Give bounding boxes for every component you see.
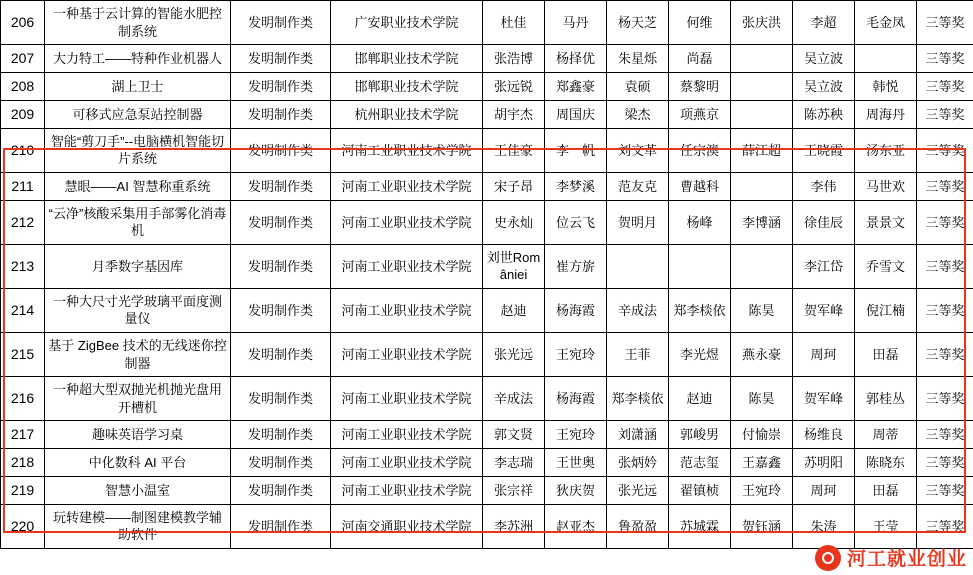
cell-org: 河南工业职业技术学院 xyxy=(331,200,483,244)
cell-member-4: 尚磊 xyxy=(669,45,731,73)
cell-no: 215 xyxy=(1,333,45,377)
cell-member-5: 陈昊 xyxy=(731,377,793,421)
cell-category: 发明制作类 xyxy=(231,421,331,449)
cell-title: 大力特工——特种作业机器人 xyxy=(45,45,231,73)
cell-member-5: 燕永豪 xyxy=(731,333,793,377)
cell-member-3: 梁杰 xyxy=(607,100,669,128)
cell-prize: 三等奖 xyxy=(917,377,973,421)
cell-member-6: 周珂 xyxy=(793,477,855,505)
cell-member-4: 曹越科 xyxy=(669,172,731,200)
cell-member-1: 赵迪 xyxy=(483,288,545,332)
cell-member-1: 张宗祥 xyxy=(483,477,545,505)
cell-member-2: 杨择优 xyxy=(545,45,607,73)
cell-no: 210 xyxy=(1,128,45,172)
cell-no: 212 xyxy=(1,200,45,244)
cell-member-6: 苏明阳 xyxy=(793,449,855,477)
cell-org: 河南工业职业技术学院 xyxy=(331,288,483,332)
cell-org: 河南工业职业技术学院 xyxy=(331,244,483,288)
cell-member-1: 李苏洲 xyxy=(483,504,545,548)
cell-category: 发明制作类 xyxy=(231,377,331,421)
cell-member-4: 何维 xyxy=(669,1,731,45)
cell-title: 智慧小温室 xyxy=(45,477,231,505)
cell-prize: 三等奖 xyxy=(917,477,973,505)
cell-no: 207 xyxy=(1,45,45,73)
cell-member-7: 马世欢 xyxy=(855,172,917,200)
cell-member-7: 倪江楠 xyxy=(855,288,917,332)
cell-category: 发明制作类 xyxy=(231,100,331,128)
cell-category: 发明制作类 xyxy=(231,200,331,244)
cell-member-7: 韩悦 xyxy=(855,72,917,100)
cell-member-5 xyxy=(731,72,793,100)
cell-member-2: 郑鑫豪 xyxy=(545,72,607,100)
cell-no: 213 xyxy=(1,244,45,288)
cell-category: 发明制作类 xyxy=(231,333,331,377)
cell-title: 一种超大型双抛光机抛光盘用开槽机 xyxy=(45,377,231,421)
cell-title: 月季数字基因库 xyxy=(45,244,231,288)
cell-no: 216 xyxy=(1,377,45,421)
cell-prize: 三等奖 xyxy=(917,504,973,548)
cell-title: 一种大尺寸光学玻璃平面度测量仪 xyxy=(45,288,231,332)
cell-member-4: 郭峻男 xyxy=(669,421,731,449)
cell-member-3: 杨天芝 xyxy=(607,1,669,45)
cell-member-3: 刘潇涵 xyxy=(607,421,669,449)
table-row xyxy=(1,504,973,548)
cell-member-7: 景景文 xyxy=(855,200,917,244)
cell-member-3: 刘文革 xyxy=(607,128,669,172)
cell-member-3: 辛成法 xyxy=(607,288,669,332)
watermark-text: 河工就业创业 xyxy=(846,549,967,570)
cell-no: 211 xyxy=(1,172,45,200)
cell-prize: 三等奖 xyxy=(917,172,973,200)
cell-member-1: 宋子昂 xyxy=(483,172,545,200)
cell-no: 214 xyxy=(1,288,45,332)
cell-member-5 xyxy=(731,100,793,128)
cell-member-2: 李一帆 xyxy=(545,128,607,172)
table-row xyxy=(1,333,973,377)
cell-prize: 三等奖 xyxy=(917,128,973,172)
cell-member-1: 胡宇杰 xyxy=(483,100,545,128)
cell-title: 基于 ZigBee 技术的无线迷你控制器 xyxy=(45,333,231,377)
cell-category: 发明制作类 xyxy=(231,128,331,172)
awards-table-body xyxy=(1,1,973,549)
cell-member-5: 陈昊 xyxy=(731,288,793,332)
cell-member-2: 王世奥 xyxy=(545,449,607,477)
table-row xyxy=(1,172,973,200)
cell-org: 河南工业职业技术学院 xyxy=(331,477,483,505)
table-row xyxy=(1,449,973,477)
cell-member-7: 王莹 xyxy=(855,504,917,548)
cell-member-1: 杜佳 xyxy=(483,1,545,45)
cell-member-3: 袁硕 xyxy=(607,72,669,100)
cell-org: 杭州职业技术学院 xyxy=(331,100,483,128)
cell-prize: 三等奖 xyxy=(917,1,973,45)
cell-member-4: 翟镇桢 xyxy=(669,477,731,505)
cell-member-2: 李梦溪 xyxy=(545,172,607,200)
cell-title: 趣味英语学习桌 xyxy=(45,421,231,449)
table-row xyxy=(1,100,973,128)
cell-title: 智能“剪刀手”--电脑横机智能切片系统 xyxy=(45,128,231,172)
cell-prize: 三等奖 xyxy=(917,244,973,288)
cell-member-3 xyxy=(607,244,669,288)
cell-member-7: 毛金凤 xyxy=(855,1,917,45)
cell-category: 发明制作类 xyxy=(231,504,331,548)
cell-member-2: 崔方旂 xyxy=(545,244,607,288)
cell-member-6: 贺军峰 xyxy=(793,288,855,332)
table-row xyxy=(1,477,973,505)
cell-member-6: 陈苏秧 xyxy=(793,100,855,128)
cell-member-5 xyxy=(731,244,793,288)
cell-title: 一种基于云计算的智能水肥控制系统 xyxy=(45,1,231,45)
cell-member-4: 蔡黎明 xyxy=(669,72,731,100)
cell-org: 河南工业职业技术学院 xyxy=(331,333,483,377)
cell-member-2: 位云飞 xyxy=(545,200,607,244)
cell-prize: 三等奖 xyxy=(917,200,973,244)
cell-prize: 三等奖 xyxy=(917,288,973,332)
cell-prize: 三等奖 xyxy=(917,333,973,377)
cell-member-3: 郑李棪依 xyxy=(607,377,669,421)
cell-member-5: 张庆洪 xyxy=(731,1,793,45)
cell-member-7: 郭桂丛 xyxy=(855,377,917,421)
cell-member-5 xyxy=(731,45,793,73)
cell-member-2: 周国庆 xyxy=(545,100,607,128)
cell-prize: 三等奖 xyxy=(917,421,973,449)
table-row xyxy=(1,377,973,421)
cell-member-6: 吴立波 xyxy=(793,72,855,100)
table-row xyxy=(1,72,973,100)
cell-no: 220 xyxy=(1,504,45,548)
cell-category: 发明制作类 xyxy=(231,72,331,100)
cell-member-5: 薛江超 xyxy=(731,128,793,172)
cell-member-2: 王宛玲 xyxy=(545,333,607,377)
cell-member-7: 田磊 xyxy=(855,333,917,377)
cell-member-4: 杨峰 xyxy=(669,200,731,244)
cell-member-4: 范志玺 xyxy=(669,449,731,477)
cell-prize: 三等奖 xyxy=(917,100,973,128)
cell-member-1: 张远锐 xyxy=(483,72,545,100)
table-row xyxy=(1,200,973,244)
cell-member-6: 吴立波 xyxy=(793,45,855,73)
cell-member-7: 汤东亚 xyxy=(855,128,917,172)
cell-no: 206 xyxy=(1,1,45,45)
cell-category: 发明制作类 xyxy=(231,477,331,505)
cell-prize: 三等奖 xyxy=(917,45,973,73)
cell-member-3: 朱星烁 xyxy=(607,45,669,73)
cell-title: 玩转建模——制图建模教学辅助软件 xyxy=(45,504,231,548)
cell-org: 河南工业职业技术学院 xyxy=(331,377,483,421)
cell-member-4 xyxy=(669,244,731,288)
cell-member-3: 张光远 xyxy=(607,477,669,505)
cell-no: 217 xyxy=(1,421,45,449)
cell-org: 河南工业职业技术学院 xyxy=(331,421,483,449)
cell-member-5: 付愉崇 xyxy=(731,421,793,449)
cell-org: 河南工业职业技术学院 xyxy=(331,449,483,477)
cell-no: 209 xyxy=(1,100,45,128)
cell-member-4: 苏城霖 xyxy=(669,504,731,548)
cell-member-6: 朱涛 xyxy=(793,504,855,548)
cell-org: 邯郸职业技术学院 xyxy=(331,72,483,100)
cell-member-6: 李伟 xyxy=(793,172,855,200)
cell-prize: 三等奖 xyxy=(917,449,973,477)
cell-member-1: 史永灿 xyxy=(483,200,545,244)
cell-member-1: 辛成法 xyxy=(483,377,545,421)
cell-org: 邯郸职业技术学院 xyxy=(331,45,483,73)
cell-member-6: 王晓霞 xyxy=(793,128,855,172)
cell-member-4: 郑李棪依 xyxy=(669,288,731,332)
cell-member-1: 张光远 xyxy=(483,333,545,377)
cell-member-4: 赵迪 xyxy=(669,377,731,421)
cell-org: 广安职业技术学院 xyxy=(331,1,483,45)
cell-member-7: 周蒂 xyxy=(855,421,917,449)
table-row xyxy=(1,1,973,45)
cell-category: 发明制作类 xyxy=(231,172,331,200)
cell-member-5: 贺钰涵 xyxy=(731,504,793,548)
cell-no: 219 xyxy=(1,477,45,505)
cell-member-7: 乔雪文 xyxy=(855,244,917,288)
cell-member-1: 郭文贤 xyxy=(483,421,545,449)
cell-member-2: 杨海霞 xyxy=(545,288,607,332)
cell-category: 发明制作类 xyxy=(231,449,331,477)
cell-member-5: 王嘉鑫 xyxy=(731,449,793,477)
cell-title: 慧眼——AI 智慧称重系统 xyxy=(45,172,231,200)
cell-member-5: 李博涵 xyxy=(731,200,793,244)
cell-member-3: 鲁盈盈 xyxy=(607,504,669,548)
cell-no: 218 xyxy=(1,449,45,477)
cell-member-7: 田磊 xyxy=(855,477,917,505)
cell-org: 河南交通职业技术学院 xyxy=(331,504,483,548)
cell-org: 河南工业职业技术学院 xyxy=(331,128,483,172)
cell-member-1: 张浩博 xyxy=(483,45,545,73)
cell-member-5: 王宛玲 xyxy=(731,477,793,505)
cell-member-4: 任宗澳 xyxy=(669,128,731,172)
cell-member-4: 李光煜 xyxy=(669,333,731,377)
cell-member-7: 周海丹 xyxy=(855,100,917,128)
cell-member-4: 项燕京 xyxy=(669,100,731,128)
cell-member-6: 李超 xyxy=(793,1,855,45)
table-row xyxy=(1,244,973,288)
table-row xyxy=(1,45,973,73)
cell-no: 208 xyxy=(1,72,45,100)
cell-member-6: 李江岱 xyxy=(793,244,855,288)
cell-member-1: 李志瑞 xyxy=(483,449,545,477)
cell-member-3: 张炳妗 xyxy=(607,449,669,477)
cell-member-7: 陈晓东 xyxy=(855,449,917,477)
cell-member-2: 狄庆贺 xyxy=(545,477,607,505)
cell-org: 河南工业职业技术学院 xyxy=(331,172,483,200)
cell-member-6: 杨维良 xyxy=(793,421,855,449)
cell-prize: 三等奖 xyxy=(917,72,973,100)
cell-category: 发明制作类 xyxy=(231,244,331,288)
cell-member-7 xyxy=(855,45,917,73)
cell-category: 发明制作类 xyxy=(231,1,331,45)
cell-title: “云净”核酸采集用手部雾化消毒机 xyxy=(45,200,231,244)
cell-member-6: 周珂 xyxy=(793,333,855,377)
cell-member-2: 杨海霞 xyxy=(545,377,607,421)
table-row xyxy=(1,421,973,449)
cell-title: 可移式应急泵站控制器 xyxy=(45,100,231,128)
cell-member-2: 马丹 xyxy=(545,1,607,45)
table-row xyxy=(1,288,973,332)
table-row xyxy=(1,128,973,172)
cell-member-2: 赵亚杰 xyxy=(545,504,607,548)
cell-member-3: 范友克 xyxy=(607,172,669,200)
cell-member-2: 王宛玲 xyxy=(545,421,607,449)
cell-member-5 xyxy=(731,172,793,200)
cell-title: 中化数科 AI 平台 xyxy=(45,449,231,477)
cell-member-1: 王佳豪 xyxy=(483,128,545,172)
cell-member-3: 王菲 xyxy=(607,333,669,377)
cell-title: 湖上卫士 xyxy=(45,72,231,100)
cell-member-1: 刘世României xyxy=(483,244,545,288)
cell-member-6: 徐佳辰 xyxy=(793,200,855,244)
cell-member-6: 贺军峰 xyxy=(793,377,855,421)
cell-category: 发明制作类 xyxy=(231,45,331,73)
cell-member-3: 贺明月 xyxy=(607,200,669,244)
cell-category: 发明制作类 xyxy=(231,288,331,332)
